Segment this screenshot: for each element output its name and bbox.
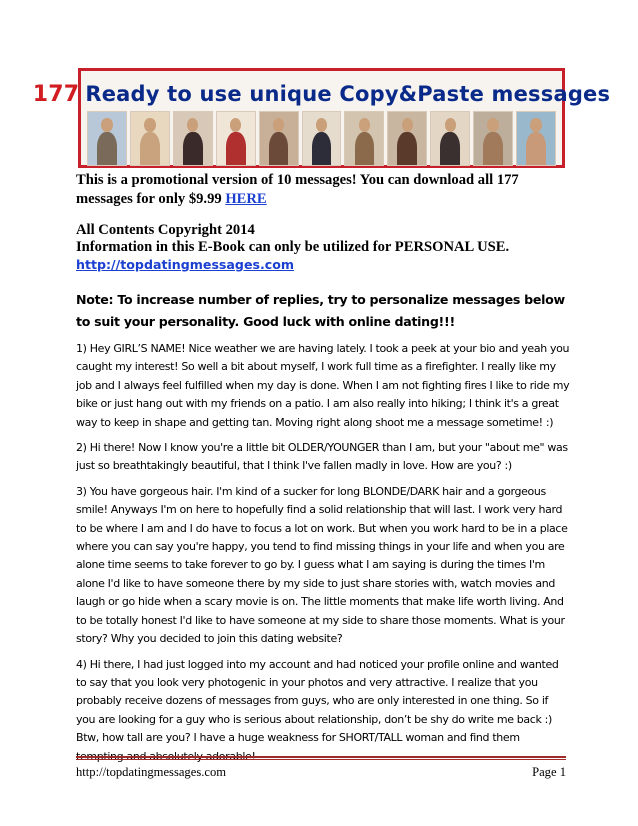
banner-photo: [87, 111, 127, 166]
banner-text: Ready to use unique Copy&Paste messages: [85, 82, 611, 106]
message-list: [76, 340, 570, 773]
copyright-line: All Contents Copyright 2014: [76, 222, 255, 238]
note-heading: Note: To increase number of replies, try to personalize messages below to suit your personality. Good luck with online dating!!!: [76, 292, 565, 329]
page-number: Page 1: [532, 765, 566, 779]
message-3: 3) You have gorgeous hair. I'm kind of a sucker for long BLONDE/DARK hair and a gorgeous smile! Anyways I'm on here to hopefully find a solid relationship that will last. I work very hard to be where I am and I do have to focus a lot on work. But when you work hard to be in a place where you can say you're happy, you tend to find missing things in your life and when you are alone time seems to take forever to go by. I guess what I am saying is during the times I'm alone I'd like to have someone there by my side to just share stories with, watch movies and laugh or go hide when a scary movie is on. The little moments that make life worth living. And to be totally honest I'd like to have someone at my side to share those moments. What is your story? Why you decided to join this dating website?: [76, 484, 568, 646]
copyright-block: [76, 222, 566, 256]
message-4: 4) Hi there, I had just logged into my account and had noticed your profile online and wanted to say that you look very photogenic in your photos and very attractive. I realize that you probably receive dozens of messages from guys, who are only interested in one thing. So if you are looking for a guy who is serious about relationship, don’t be shy do write me back :) Btw, how tall are you? I have a huge weakness for SHORT/TALL woman and find them: [76, 657, 559, 745]
banner-photo-strip: [87, 111, 556, 166]
usage-notice: Information in this E-Book can only be utilized for PERSONAL USE.: [76, 239, 510, 255]
banner-photo: [173, 111, 213, 166]
banner-photo: [387, 111, 427, 166]
page-footer: [76, 765, 566, 780]
banner-title: [32, 79, 611, 109]
banner-photo: [344, 111, 384, 166]
banner-photo: [473, 111, 513, 166]
banner-photo: [130, 111, 170, 166]
footer-divider: [76, 756, 566, 758]
header-banner: [32, 68, 611, 168]
message-1: 1) Hey GIRL’S NAME! Nice weather we are having lately. I took a peek at your bio and yeah you caught my interest! So well a bit about myself, I work full time as a firefighter. I really like my job and I always feel fulfilled when my day is done. When I am not fighting fires I like to ride my bike or just hang out with my friends on a patio. I am also really into hiking; I think it's a great way to keep in shape and getting tan. Moving right along shoot me a message sometime! :): [76, 342, 570, 429]
promo-text: This is a promotional version of 10 messages! You can download all 177 messages for only $9.99: [76, 172, 519, 207]
banner-photo: [216, 111, 256, 166]
banner-photo: [302, 111, 342, 166]
banner-number: 177: [32, 81, 80, 107]
download-here-link[interactable]: HERE: [225, 191, 267, 207]
banner-photo: [430, 111, 470, 166]
footer-divider-thin: [76, 759, 566, 760]
website-link[interactable]: http://topdatingmessages.com: [76, 257, 295, 272]
banner-photo: [516, 111, 556, 166]
banner-photo: [259, 111, 299, 166]
promo-notice: [76, 171, 566, 209]
footer-url: http://topdatingmessages.com: [76, 765, 227, 779]
message-2: 2) Hi there! Now I know you're a little bit OLDER/YOUNGER than I am, but your "about me" was just so breathtakingly beautiful, that I think I've fallen madly in love. How are you? :): [76, 441, 568, 473]
